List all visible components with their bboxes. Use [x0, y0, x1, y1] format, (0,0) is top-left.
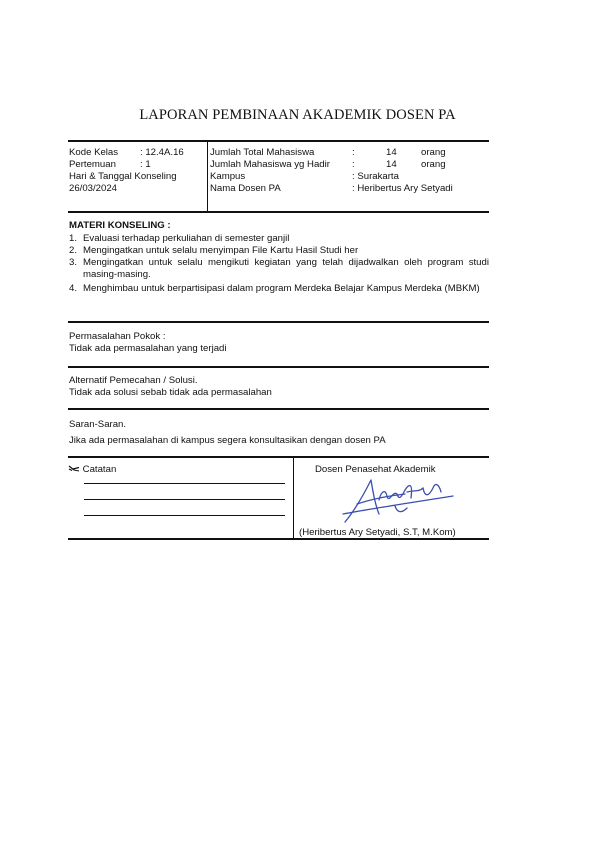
materi-item-text: Mengingatkan untuk selalu mengikuti kegiatan yang telah dijadwalkan oleh program studi masing-masing. [83, 257, 489, 280]
jumlah-total-unit: orang [421, 147, 446, 158]
signature-image [335, 474, 460, 530]
saran-value: Jika ada permasalahan di kampus segera konsultasikan dengan dosen PA [69, 435, 386, 446]
pertemuan-label: Pertemuan [69, 159, 116, 170]
kode-kelas-label: Kode Kelas [69, 147, 119, 158]
jumlah-hadir-label: Jumlah Mahasiswa yg Hadir [210, 159, 330, 170]
materi-item-text: Menghimbau untuk berpartisipasi dalam program Merdeka Belajar Kampus Merdeka (MBKM) [83, 283, 480, 294]
pen-hand-icon [68, 464, 83, 475]
tanggal-value: 26/03/2024 [69, 183, 118, 194]
materi-item-number: 2. [69, 245, 78, 256]
hari-tanggal-label: Hari & Tanggal Konseling [69, 171, 177, 182]
materi-item-text: Mengingatkan untuk selalu menyimpan File Kartu Hasil Studi her [83, 245, 359, 256]
divider-top [68, 140, 489, 142]
jumlah-hadir-value: 14 [386, 159, 397, 170]
materi-item-number: 1. [69, 233, 78, 244]
divider-bottom [68, 538, 489, 540]
kampus-value: : Surakarta [352, 171, 399, 182]
divider-after-permasalahan [68, 366, 489, 368]
jumlah-hadir-colon: : [352, 159, 355, 170]
permasalahan-value: Tidak ada permasalahan yang terjadi [69, 343, 227, 354]
catatan-line[interactable] [84, 499, 285, 500]
signature-name: (Heribertus Ary Setyadi, S.T, M.Kom) [299, 527, 456, 538]
catatan-line[interactable] [84, 483, 285, 484]
jumlah-total-colon: : [352, 147, 355, 158]
materi-heading: MATERI KONSELING : [69, 220, 171, 231]
divider-after-info [68, 211, 489, 213]
catatan-row [68, 464, 116, 475]
signature-heading: Dosen Penasehat Akademik [315, 464, 436, 475]
dosen-label: Nama Dosen PA [210, 183, 281, 194]
jumlah-total-label: Jumlah Total Mahasiswa [210, 147, 315, 158]
footer-divider [293, 458, 294, 538]
alternatif-label: Alternatif Pemecahan / Solusi. [69, 375, 198, 386]
jumlah-total-value: 14 [386, 147, 397, 158]
alternatif-value: Tidak ada solusi sebab tidak ada permasalahan [69, 387, 272, 398]
page-title: LAPORAN PEMBINAAN AKADEMIK DOSEN PA [139, 107, 456, 123]
materi-item-number: 3. [69, 257, 78, 268]
divider-after-saran [68, 456, 489, 458]
materi-item-number: 4. [69, 283, 78, 294]
divider-after-materi [68, 321, 489, 323]
catatan-label: Catatan [82, 464, 117, 475]
info-divider [207, 141, 208, 211]
kode-kelas-value: : 12.4A.16 [140, 147, 184, 158]
pertemuan-value: : 1 [140, 159, 151, 170]
jumlah-hadir-unit: orang [421, 159, 446, 170]
divider-after-alternatif [68, 408, 489, 410]
dosen-value: : Heribertus Ary Setyadi [352, 183, 453, 194]
saran-label: Saran-Saran. [69, 419, 127, 430]
kampus-label: Kampus [210, 171, 246, 182]
permasalahan-label: Permasalahan Pokok : [69, 331, 166, 342]
catatan-line[interactable] [84, 515, 285, 516]
materi-item-text: Evaluasi terhadap perkuliahan di semester ganjil [83, 233, 290, 244]
